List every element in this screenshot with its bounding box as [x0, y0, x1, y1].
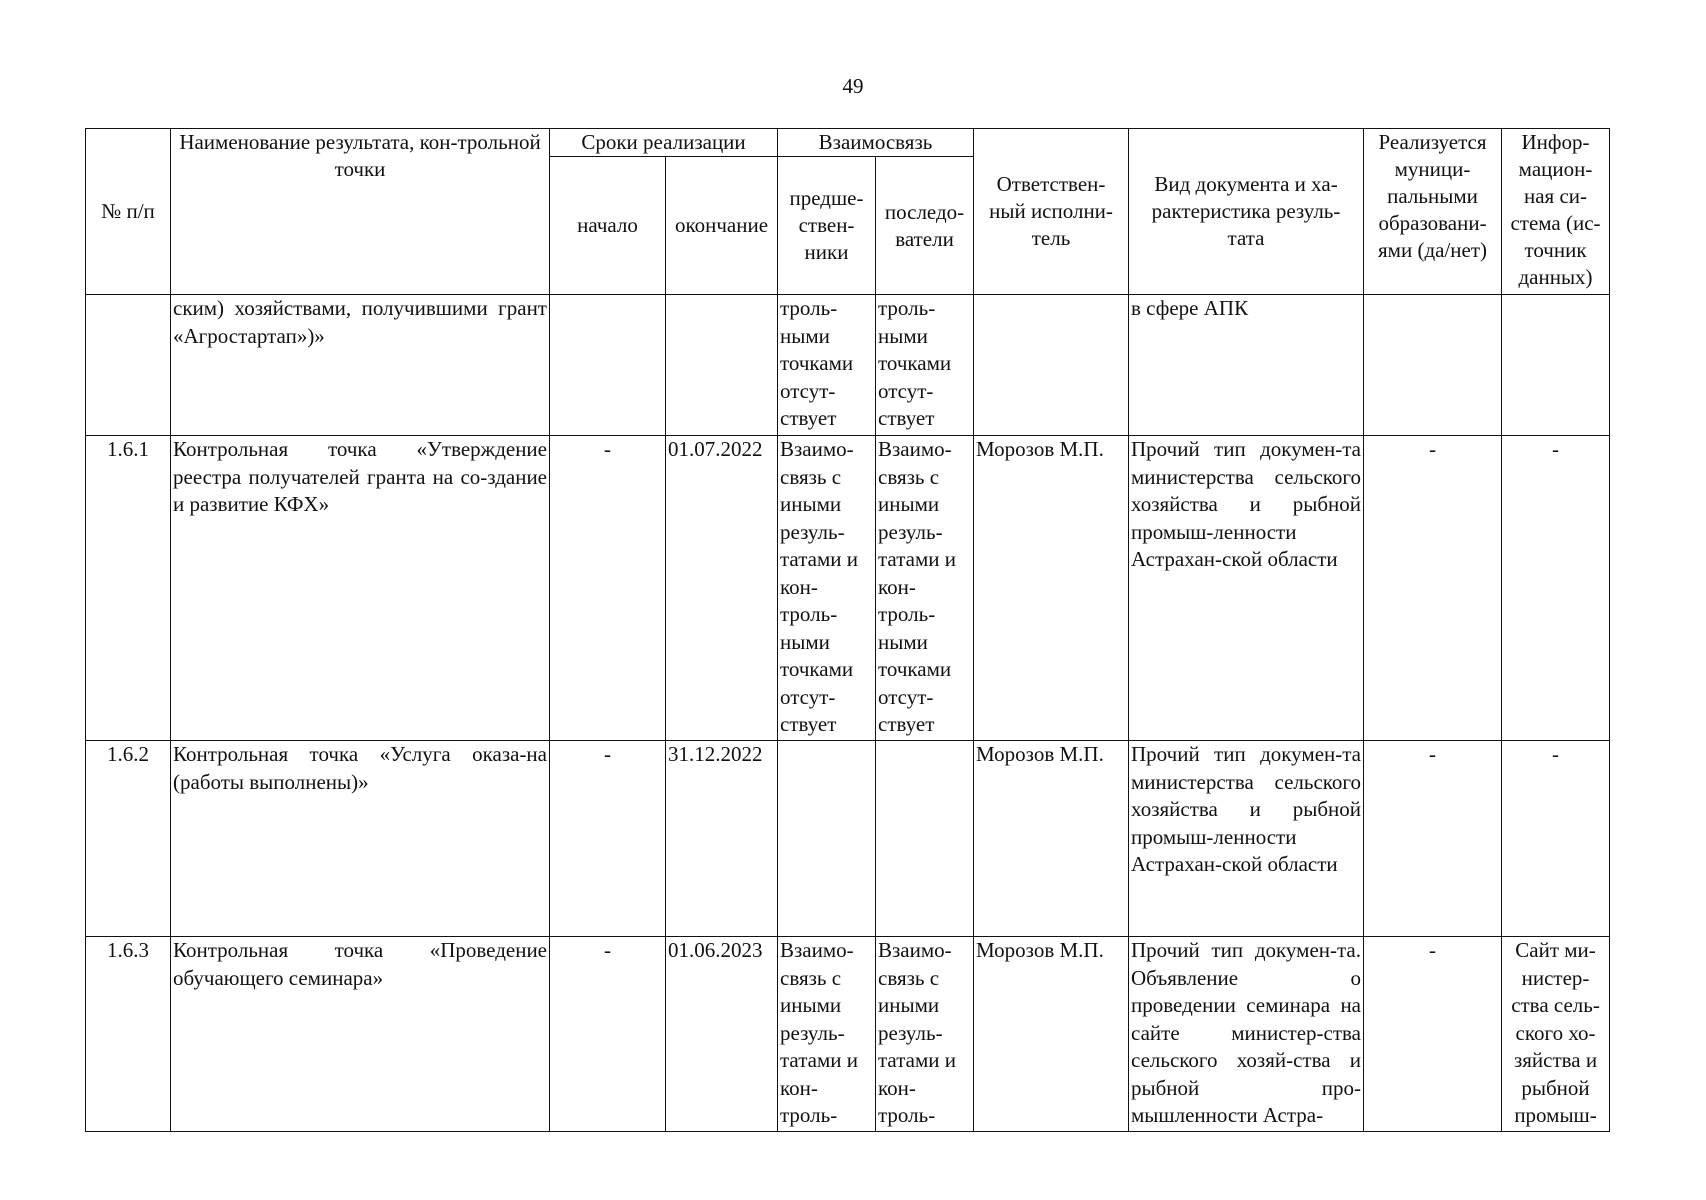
cell-num — [86, 295, 171, 436]
header-relation: Взаимосвязь — [778, 129, 974, 157]
cell-doc-type: Прочий тип докумен-та. Объявление о проведении семинара на сайте министер-ства сельского хозяй-ства и рыбной про-мышленности Астра- — [1129, 937, 1364, 1132]
cell-successors: Взаимо- связь с иными резуль- татами и кон- троль- — [876, 937, 974, 1132]
header-start: начало — [550, 157, 666, 295]
table-row — [86, 937, 1610, 1132]
cell-municipal: - — [1364, 436, 1502, 741]
cell-name: ским) хозяйствами, получившими грант «Агростартап»)» — [171, 295, 550, 436]
cell-info-system: - — [1502, 741, 1610, 937]
header-info-system: Инфор- мацион- ная си- стема (ис- точник данных) — [1502, 129, 1610, 295]
header-name: Наименование результата, кон-трольной точки — [171, 129, 550, 295]
header-municipal: Реализуется муници- пальными образовани- ями (да/нет) — [1364, 129, 1502, 295]
cell-num: 1.6.1 — [86, 436, 171, 741]
cell-municipal — [1364, 295, 1502, 436]
table-row — [86, 741, 1610, 937]
cell-start: - — [550, 741, 666, 937]
header-responsible: Ответствен- ный исполни- тель — [974, 129, 1129, 295]
cell-num: 1.6.3 — [86, 937, 171, 1132]
table-row — [86, 295, 1610, 436]
cell-predecessors — [778, 741, 876, 937]
cell-successors — [876, 741, 974, 937]
header-num: № п/п — [86, 129, 171, 295]
cell-responsible: Морозов М.П. — [974, 741, 1129, 937]
cell-num: 1.6.2 — [86, 741, 171, 937]
cell-responsible: Морозов М.П. — [974, 937, 1129, 1132]
cell-doc-type: в сфере АПК — [1129, 295, 1364, 436]
cell-municipal: - — [1364, 937, 1502, 1132]
header-terms: Сроки реализации — [550, 129, 778, 157]
table-row — [86, 436, 1610, 741]
header-doc-type: Вид документа и ха- рактеристика резуль- тата — [1129, 129, 1364, 295]
cell-start: - — [550, 436, 666, 741]
cell-responsible — [974, 295, 1129, 436]
cell-name: Контрольная точка «Проведение обучающего семинара» — [171, 937, 550, 1132]
cell-info-system — [1502, 295, 1610, 436]
cell-name: Контрольная точка «Утверждение реестра получателей гранта на со-здание и развитие КФХ» — [171, 436, 550, 741]
header-predecessors: предше- ствен- ники — [778, 157, 876, 295]
cell-info-system: - — [1502, 436, 1610, 741]
header-successors: последо- ватели — [876, 157, 974, 295]
cell-predecessors: Взаимо- связь с иными резуль- татами и кон- троль- — [778, 937, 876, 1132]
table-header — [86, 129, 1610, 295]
cell-start — [550, 295, 666, 436]
cell-name: Контрольная точка «Услуга оказа-на (работы выполнены)» — [171, 741, 550, 937]
cell-end: 31.12.2022 — [666, 741, 778, 937]
cell-doc-type: Прочий тип докумен-та министерства сельского хозяйства и рыбной промыш-ленности Астрахан-ской области — [1129, 741, 1364, 937]
cell-start: - — [550, 937, 666, 1132]
cell-end — [666, 295, 778, 436]
cell-info-system: Сайт ми- нистер- ства сель- ского хо- зяйства и рыбной промыш- — [1502, 937, 1610, 1132]
cell-predecessors: троль- ными точками отсут- ствует — [778, 295, 876, 436]
cell-end: 01.07.2022 — [666, 436, 778, 741]
cell-predecessors: Взаимо- связь с иными резуль- татами и кон- троль- ными точками отсут- ствует — [778, 436, 876, 741]
cell-successors: троль- ными точками отсут- ствует — [876, 295, 974, 436]
cell-municipal: - — [1364, 741, 1502, 937]
cell-doc-type: Прочий тип докумен-та министерства сельского хозяйства и рыбной промыш-ленности Астрахан-ской области — [1129, 436, 1364, 741]
page-number: 49 — [842, 74, 864, 98]
header-end: окончание — [666, 157, 778, 295]
cell-responsible: Морозов М.П. — [974, 436, 1129, 741]
plan-table — [85, 128, 1610, 1132]
cell-successors: Взаимо- связь с иными резуль- татами и кон- троль- ными точками отсут- ствует — [876, 436, 974, 741]
cell-end: 01.06.2023 — [666, 937, 778, 1132]
